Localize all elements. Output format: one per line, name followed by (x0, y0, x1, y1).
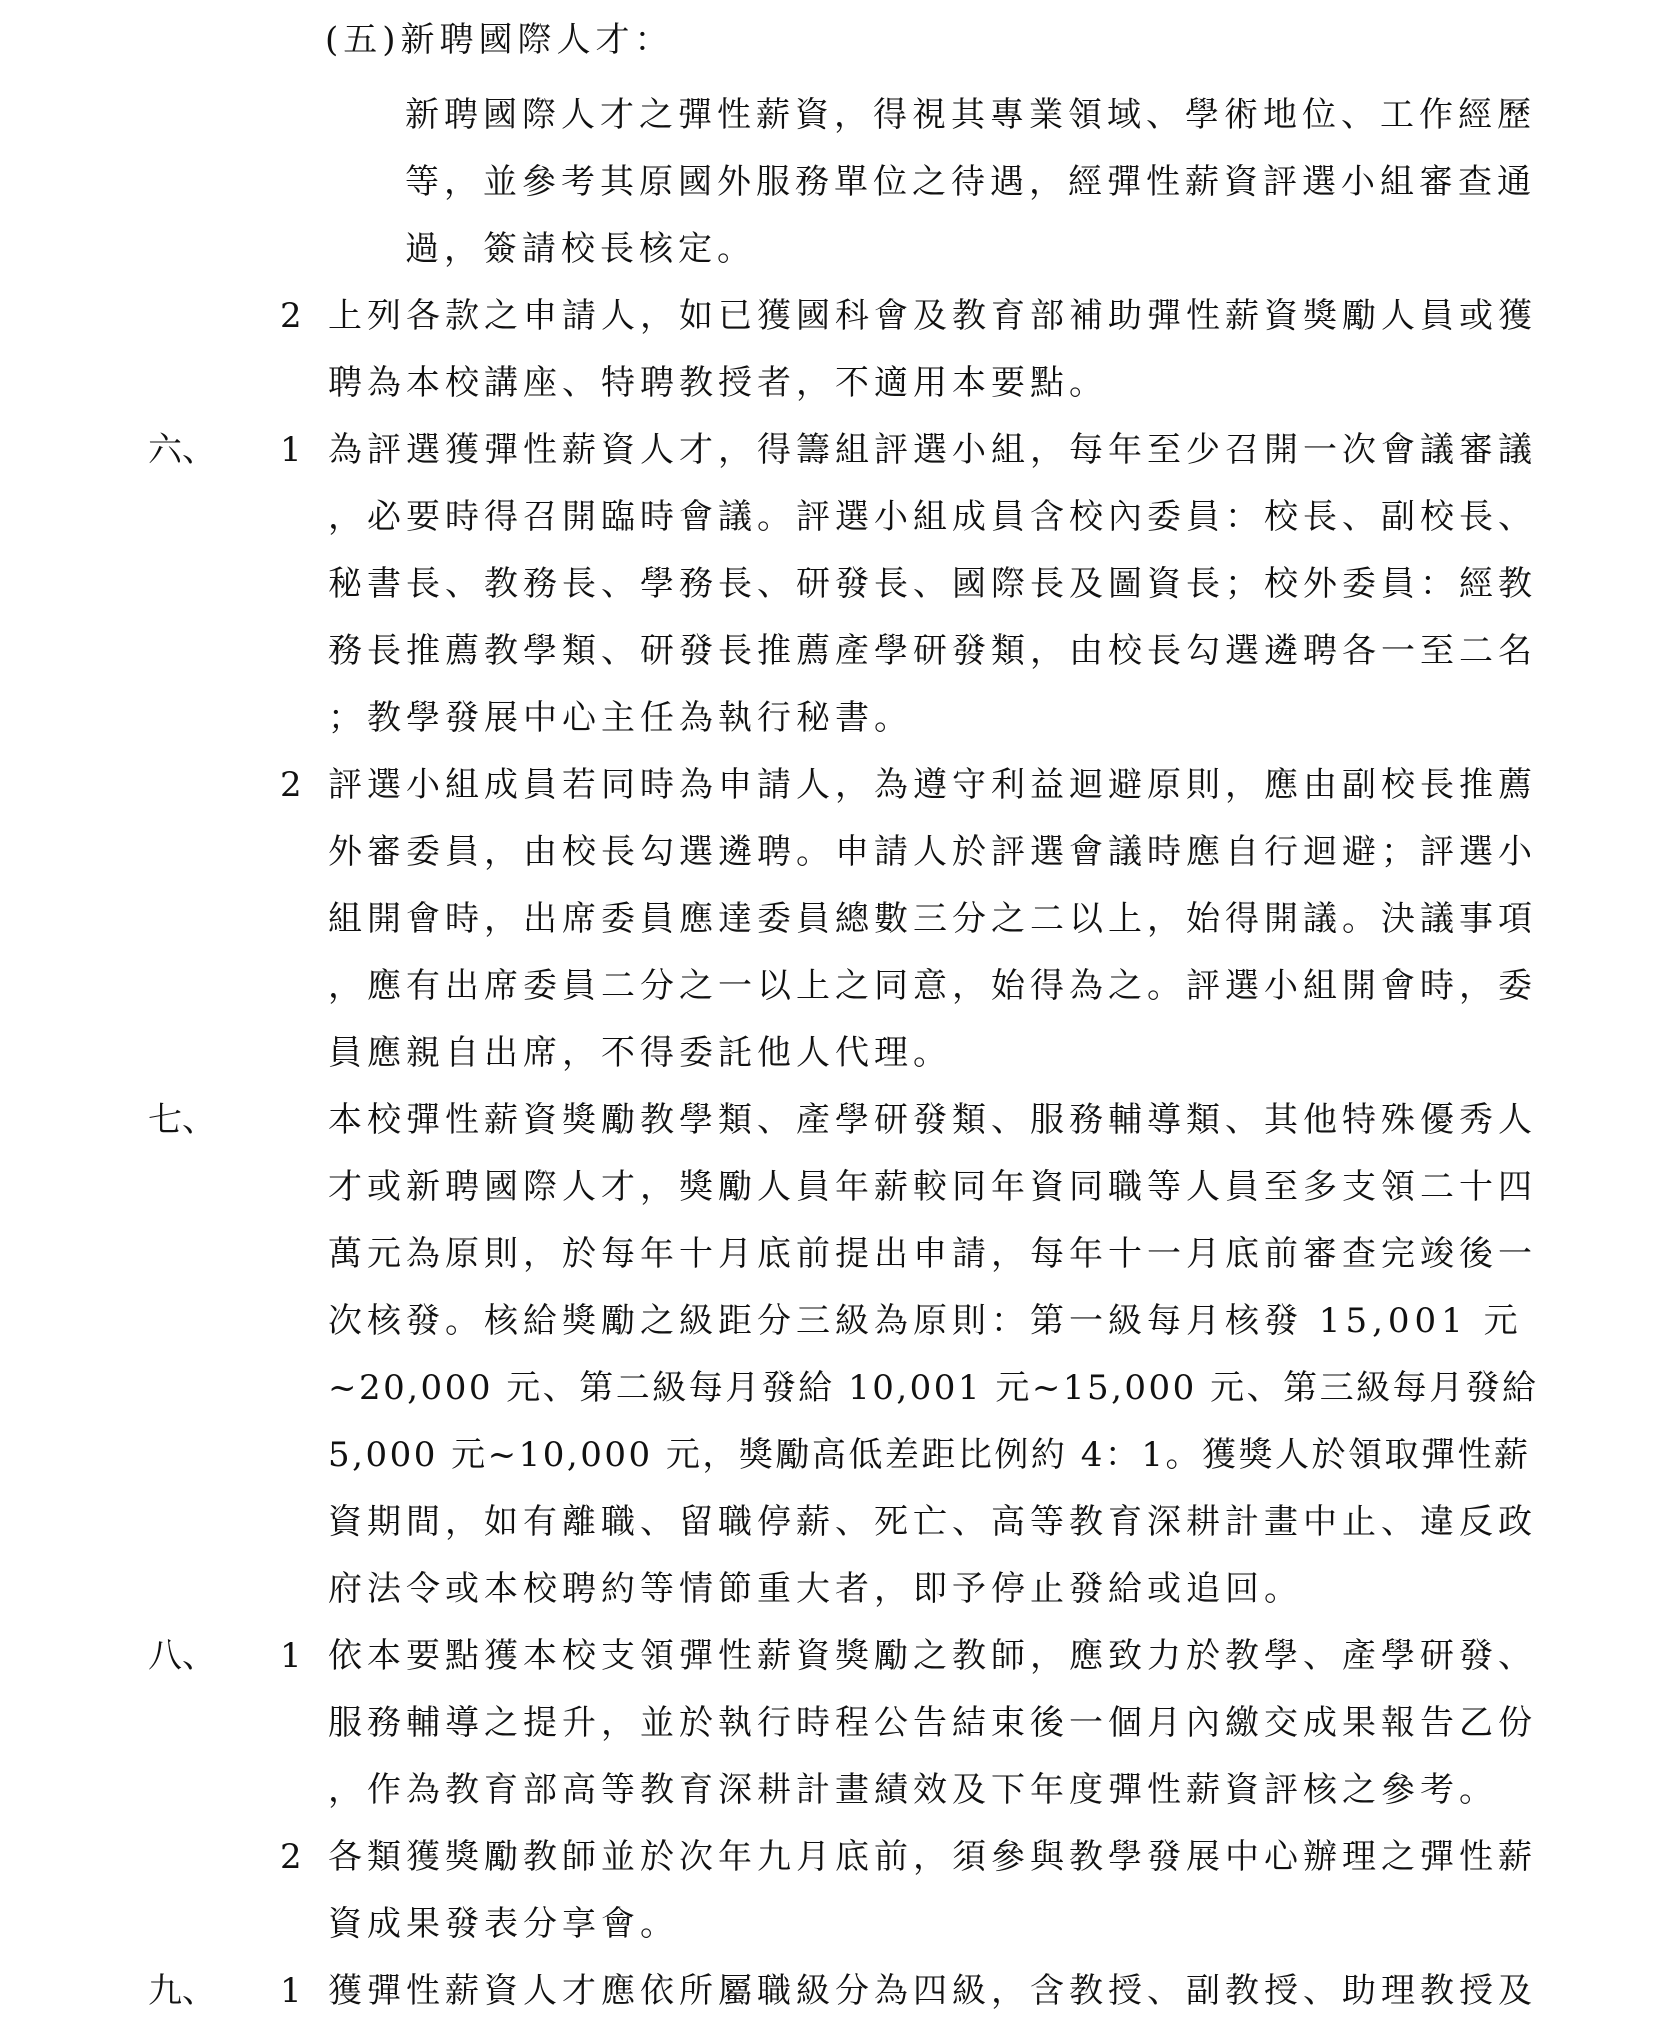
text-line: ，作為教育部高等教育深耕計畫績效及下年度彈性薪資評核之參考。 (328, 1770, 1498, 1810)
text-line: 外審委員，由校長勾選遴聘。申請人於評選會議時應自行迴避；評選小 (328, 832, 1537, 872)
text-line: 本校彈性薪資獎勵教學類、產學研發類、服務輔導類、其他特殊優秀人 (328, 1100, 1537, 1140)
text-line: 資期間，如有離職、留職停薪、死亡、高等教育深耕計畫中止、違反政 (328, 1502, 1537, 1542)
text-line: 上列各款之申請人，如已獲國科會及教育部補助彈性薪資獎勵人員或獲 (328, 296, 1537, 336)
text-line: 次核發。核給獎勵之級距分三級為原則：第一級每月核發 15,001 元 (328, 1301, 1523, 1341)
section-number: 六、 (148, 430, 216, 470)
text-line: 組開會時，出席委員應達委員總數三分之二以上，始得開議。決議事項 (328, 899, 1537, 939)
text-line: 等，並參考其原國外服務單位之待遇，經彈性薪資評選小組審查通 (405, 162, 1536, 202)
text-line: 新聘國際人才之彈性薪資，得視其專業領域、學術地位、工作經歷 (405, 95, 1536, 135)
text-line: ，必要時得召開臨時會議。評選小組成員含校內委員：校長、副校長、 (328, 497, 1537, 537)
text-line: 服務輔導之提升，並於執行時程公告結束後一個月內繳交成果報告乙份 (328, 1703, 1537, 1743)
item-number: 1 (280, 1636, 302, 1676)
text-line: 為評選獲彈性薪資人才，得籌組評選小組，每年至少召開一次會議審議 (328, 430, 1537, 470)
section-number: 八、 (148, 1636, 216, 1676)
text-line: 府法令或本校聘約等情節重大者，即予停止發給或追回。 (328, 1569, 1303, 1609)
text-line: 資成果發表分享會。 (328, 1904, 679, 1944)
text-line: 5,000 元~10,000 元，獎勵高低差距比例約 4：1。獲獎人於領取彈性薪 (328, 1435, 1531, 1475)
text-line: 員應親自出席，不得委託他人代理。 (328, 1033, 952, 1073)
text-line: ~20,000 元、第二級每月發給 10,001 元~15,000 元、第三級每月發給 (328, 1368, 1539, 1408)
text-line: ；教學發展中心主任為執行秘書。 (328, 698, 913, 738)
section-number: 七、 (148, 1100, 216, 1140)
item-number: 2 (280, 296, 302, 336)
text-line: 才或新聘國際人才，獎勵人員年薪較同年資同職等人員至多支領二十四 (328, 1167, 1537, 1207)
item-number: 1 (280, 430, 302, 470)
item-number: 1 (280, 1971, 302, 2011)
text-line: 秘書長、教務長、學務長、研發長、國際長及圖資長；校外委員：經教 (328, 564, 1537, 604)
text-line: 依本要點獲本校支領彈性薪資獎勵之教師，應致力於教學、產學研發、 (328, 1636, 1537, 1676)
text-line: 務長推薦教學類、研發長推薦產學研發類，由校長勾選遴聘各一至二名 (328, 631, 1537, 671)
text-line: 萬元為原則，於每年十月底前提出申請，每年十一月底前審查完竣後一 (328, 1234, 1537, 1274)
text-line: 各類獲獎勵教師並於次年九月底前，須參與教學發展中心辦理之彈性薪 (328, 1837, 1537, 1877)
item-number: 2 (280, 1837, 302, 1877)
item-number: 2 (280, 765, 302, 805)
subsection-heading: (五)新聘國際人才： (325, 20, 674, 60)
text-line: 獲彈性薪資人才應依所屬職級分為四級，含教授、副教授、助理教授及 (328, 1971, 1537, 2011)
text-line: ，應有出席委員二分之一以上之同意，始得為之。評選小組開會時，委 (328, 966, 1537, 1006)
text-line: 聘為本校講座、特聘教授者，不適用本要點。 (328, 363, 1108, 403)
section-number: 九、 (148, 1971, 216, 2011)
text-line: 評選小組成員若同時為申請人，為遵守利益迴避原則，應由副校長推薦 (328, 765, 1537, 805)
text-line: 過，簽請校長核定。 (405, 229, 756, 269)
